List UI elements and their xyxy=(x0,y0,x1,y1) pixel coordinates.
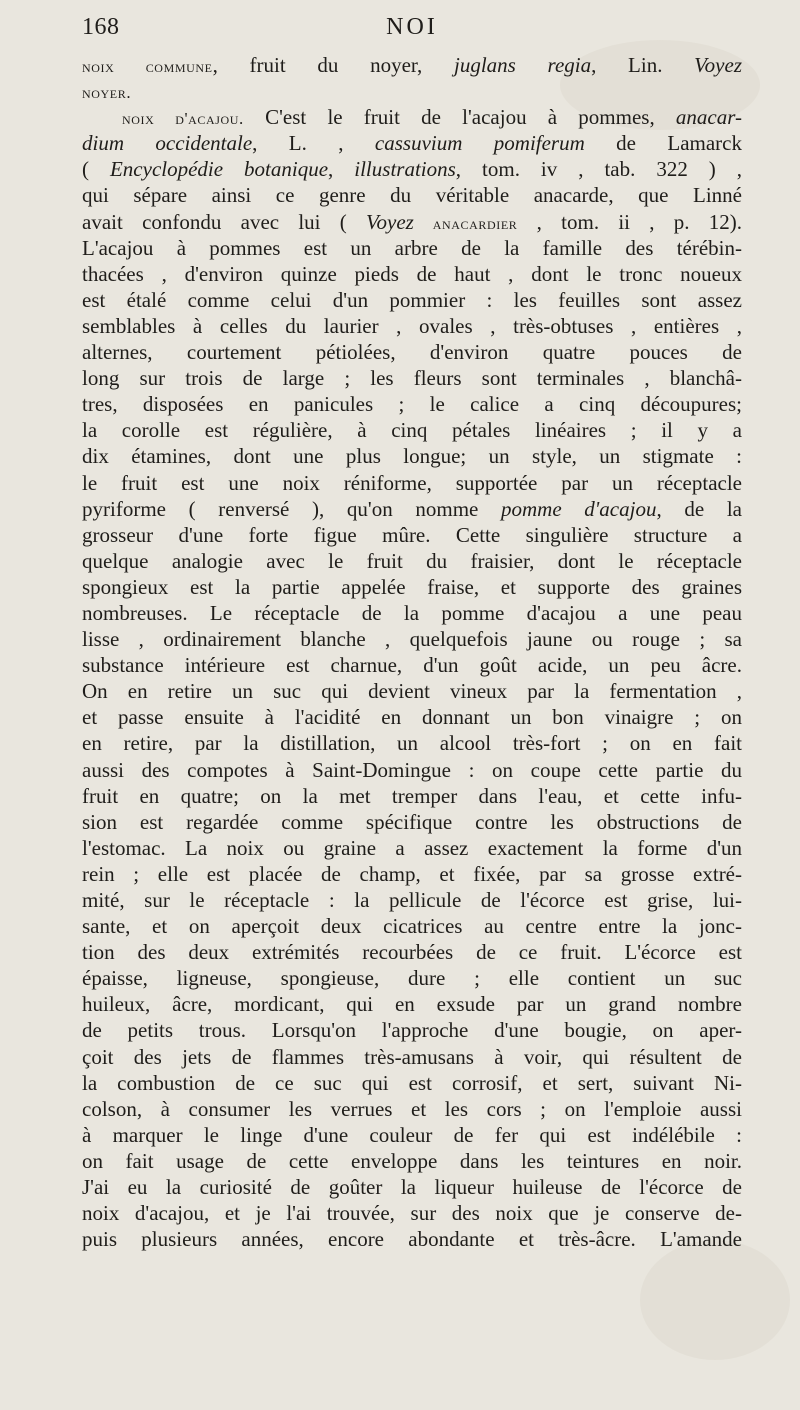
cross-reference-target: noyer. xyxy=(82,83,132,103)
text-run: de Lamarck xyxy=(584,131,742,156)
text-line: épaisse, ligneuse, spongieuse, dure ; elle contient un suc xyxy=(82,966,742,991)
latin-name: juglans regia xyxy=(454,53,592,77)
text-line: grosseur d'une forte figue mûre. Cette singulière structure a xyxy=(82,522,742,547)
text-line: lisse , ordinairement blanche , quelquefois jaune ou rouge ; sa xyxy=(82,627,742,652)
latin-name: anacar- xyxy=(675,105,742,130)
cross-reference: Voyez xyxy=(366,209,414,234)
page-header xyxy=(82,14,742,44)
text-line: qui sépare ainsi ce genre du véritable anacarde, que Linné xyxy=(82,183,742,208)
text-line: alternes, courtement pétiolées, d'environ quatre pouces de xyxy=(82,340,742,365)
text-line: quelque analogie avec le fruit du fraisier, dont le réceptacle xyxy=(82,548,742,573)
text-line: est étalé comme celui d'un pommier : les feuilles sont assez xyxy=(82,287,742,312)
body-text xyxy=(82,52,742,1252)
text-line: noix d'acajou, et je l'ai trouvée, sur des noix que je conserve de- xyxy=(82,1201,742,1226)
text-line xyxy=(82,130,742,156)
text-line xyxy=(82,209,742,235)
cross-reference-target: anacardier xyxy=(413,213,518,233)
text-line: On en retire un suc qui devient vineux par la fermentation , xyxy=(82,679,742,704)
running-head: NOI xyxy=(386,14,438,40)
text-line: sion est regardée comme spécifique contre les obstructions de xyxy=(82,809,742,834)
text-run: , fruit du noyer, xyxy=(212,53,455,77)
text-line xyxy=(82,78,742,104)
text-line: semblables à celles du laurier , ovales , très-obtuses , entières , xyxy=(82,313,742,338)
text-run: , Lin. xyxy=(591,53,695,77)
text-line: le fruit est une noix réniforme, supportée par un réceptacle xyxy=(82,470,742,495)
text-line: en retire, par la distillation, un alcool très-fort ; on en fait xyxy=(82,731,742,756)
work-title: illustrations xyxy=(354,157,456,182)
text-run: , L. , xyxy=(252,131,375,156)
text-line: tres, disposées en panicules ; le calice a cinq découpures; xyxy=(82,392,742,417)
text-line xyxy=(82,156,742,182)
text-line: on fait usage de cette enveloppe dans les teintures en noir. xyxy=(82,1148,742,1173)
work-title: Encyclopédie botanique xyxy=(109,157,329,182)
text-line: çoit des jets de flammes très-amusans à voir, qui résultent de xyxy=(82,1044,742,1069)
text-run: , tom. iv , tab. 322 ) , xyxy=(455,157,743,182)
text-line: huileux, âcre, mordicant, qui en exsude par un grand nombre xyxy=(82,992,742,1017)
text-line: la combustion de ce suc qui est corrosif, et sert, suivant Ni- xyxy=(82,1070,742,1095)
cross-reference: Voyez xyxy=(694,53,742,77)
text-line: J'ai eu la curiosité de goûter la liqueur huileuse de l'écorce de xyxy=(82,1175,742,1200)
text-line: de petits trous. Lorsqu'on l'approche d'une bougie, on aper- xyxy=(82,1018,742,1043)
text-run: pyriforme ( renversé ), qu'on nomme xyxy=(82,496,501,521)
text-line: et passe ensuite à l'acidité en donnant un bon vinaigre ; on xyxy=(82,705,742,730)
text-line: mité, sur le réceptacle : la pellicule de l'écorce est grise, lui- xyxy=(82,888,742,912)
text-line: L'acajou à pommes est un arbre de la famille des térébin- xyxy=(82,235,742,260)
text-run: , tom. ii , p. 12). xyxy=(517,209,742,234)
text-line: thacées , d'environ quinze pieds de haut , dont le tronc noueux xyxy=(82,261,742,286)
latin-name: cassuvium pomiferum xyxy=(374,131,585,156)
text-line: la corolle est régulière, à cinq pétales linéaires ; il y a xyxy=(82,418,742,443)
text-line: sante, et on aperçoit deux cicatrices au centre entre la jonc- xyxy=(82,914,742,939)
text-run: avait confondu avec lui ( xyxy=(82,209,367,234)
entry-term: noix d'acajou. xyxy=(122,109,244,129)
text-line: fruit en quatre; on la met tremper dans l'eau, et cette infu- xyxy=(82,783,742,808)
text-run: , de la xyxy=(656,496,742,521)
text-run: , xyxy=(328,157,355,182)
text-line: rein ; elle est placée de champ, et fixée, par sa grosse extré- xyxy=(82,861,742,886)
text-line: tion des deux extrémités recourbées de ce fruit. L'écorce est xyxy=(82,940,742,965)
entry-term: noix commune xyxy=(82,57,213,76)
text-line: l'estomac. La noix ou graine a assez exactement la forme d'un xyxy=(82,835,742,860)
text-line: puis plusieurs années, encore abondante et très-âcre. L'amande xyxy=(82,1227,742,1252)
page-number: 168 xyxy=(82,14,120,40)
text-line: à marquer le linge d'une couleur de fer qui est indélébile : xyxy=(82,1122,742,1147)
text-line: substance intérieure est charnue, d'un goût acide, un peu âcre. xyxy=(82,653,742,678)
text-line: spongieux est la partie appelée fraise, et supporte des graines xyxy=(82,574,742,599)
latin-name: dium occidentale xyxy=(82,131,253,156)
text-line: aussi des compotes à Saint-Domingue : on coupe cette partie du xyxy=(82,757,742,782)
text-line xyxy=(82,496,742,522)
paper-stain xyxy=(640,1240,790,1360)
text-run: C'est le fruit de l'acajou à pommes, xyxy=(243,105,676,130)
text-line: dix étamines, dont une plus longue; un style, un stigmate : xyxy=(82,444,742,469)
common-name: pomme d'acajou xyxy=(501,496,657,521)
text-line xyxy=(82,104,742,130)
text-line: long sur trois de large ; les fleurs sont terminales , blanchâ- xyxy=(82,366,742,391)
text-run: ( xyxy=(82,157,110,182)
text-line: colson, à consumer les verrues et les cors ; on l'emploie aussi xyxy=(82,1096,742,1121)
text-line: nombreuses. Le réceptacle de la pomme d'acajou a une peau xyxy=(82,600,742,625)
text-line xyxy=(82,52,742,78)
